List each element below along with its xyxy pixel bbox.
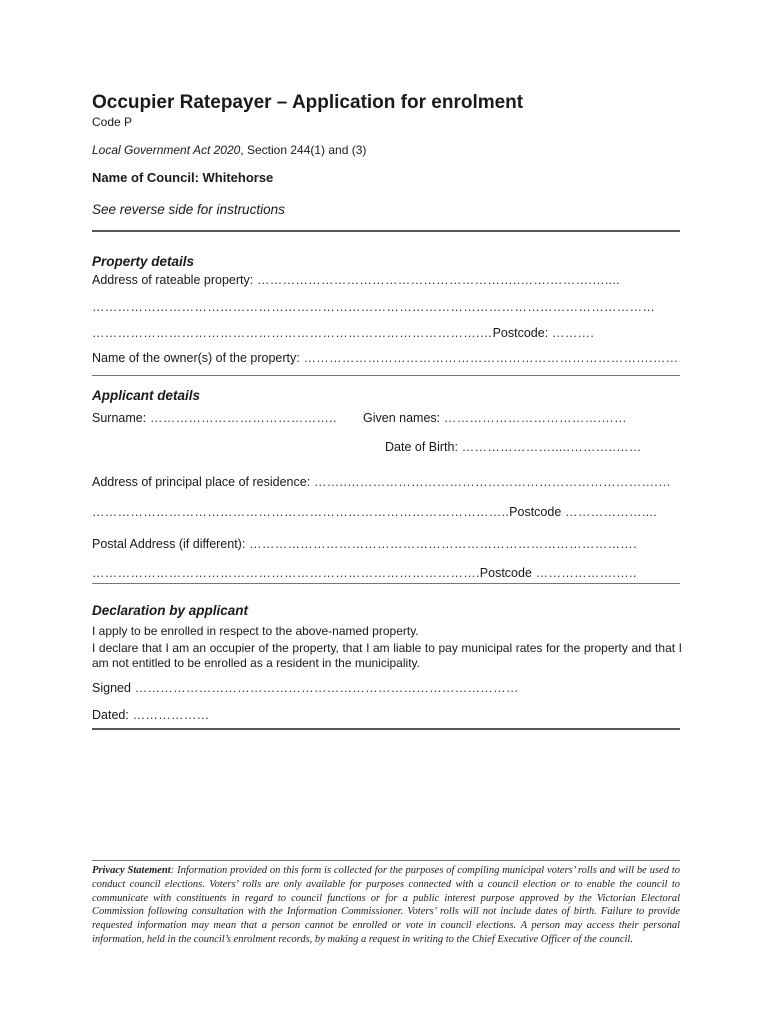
applicant-heading: Applicant details <box>92 388 201 403</box>
divider <box>92 230 680 232</box>
signed-row[interactable] <box>92 681 519 695</box>
divider <box>92 583 680 584</box>
owner-name-row[interactable] <box>92 351 678 365</box>
property-address-row-2[interactable]: …………………………………………………………………………………………………………………… <box>92 300 656 314</box>
reverse-side-note: See reverse side for instructions <box>92 202 285 217</box>
residence-label: Address of principal place of residence: <box>92 475 311 489</box>
dob-label: Date of Birth: <box>385 440 458 454</box>
given-names-row[interactable] <box>363 411 627 425</box>
act-reference <box>92 143 366 157</box>
privacy-text: : Information provided on this form is collected for the purposes of compiling municipal voters’ rolls and will be used to conduct council elections. Voters’ rolls are only available for purposes connected with a council election or to enable the council to communicate with constituents in regard to council functions or for a public interest purpose approved by the Victorian Electoral Commission following consultation with the Information Commissioner. Voters’ rolls will not include dates of birth. Failure to provide requested information may mean that a person cannot be enrolled or vote in council elections. A person may access their personal information, held in the council’s enrolment records, by making a request in writing to the Chief Executive Officer of the council. <box>92 865 680 945</box>
residence-row-2[interactable] <box>92 505 657 519</box>
dated-label: Dated: <box>92 708 129 722</box>
act-section: , Section 244(1) and (3) <box>240 143 367 157</box>
dotted-fill: ……………………………………………………..…….……….….... <box>253 273 620 287</box>
property-address-row-1[interactable] <box>92 273 620 287</box>
property-address-label: Address of rateable property: <box>92 273 254 287</box>
residence-row-1[interactable] <box>92 475 671 489</box>
declaration-line-2: I declare that I am an occupier of the property, that I am liable to pay municipal rates for the property and that I am not entitled to be enrolled as a resident in the municipality. <box>92 641 682 670</box>
dotted-fill: …………………………………….. <box>146 411 337 425</box>
dob-row[interactable] <box>385 440 642 454</box>
form-code: Code P <box>92 115 133 129</box>
declaration-heading: Declaration by applicant <box>92 603 249 618</box>
owner-name-label: Name of the owner(s) of the property: <box>92 351 300 365</box>
dotted-fill: ………………………………………………………………………………. <box>245 537 637 551</box>
postal-label: Postal Address (if different): <box>92 537 246 551</box>
dotted-fill: ………………….....………..…… <box>457 440 642 454</box>
divider <box>92 375 680 376</box>
dotted-fill: …………………………………………………………………………………….. <box>92 505 510 519</box>
dotted-fill: ……………….….. <box>531 566 637 580</box>
dotted-fill: ……………………………….…… <box>440 411 627 425</box>
privacy-divider <box>92 860 680 861</box>
council-name: Name of Council: Whitehorse <box>92 170 274 185</box>
given-names-label: Given names: <box>363 411 441 425</box>
postal-row-2[interactable] <box>92 566 637 580</box>
form-title: Occupier Ratepayer – Application for enrolment <box>92 92 524 113</box>
dated-row[interactable] <box>92 708 209 722</box>
declaration-line-1: I apply to be enrolled in respect to the above-named property. <box>92 624 419 638</box>
divider <box>92 728 680 730</box>
surname-label: Surname: <box>92 411 147 425</box>
dotted-fill: ……………………………………………………………………………….… <box>92 326 493 340</box>
dotted-fill: ……………………………………………………………………….…… <box>299 351 679 365</box>
surname-row[interactable] <box>92 411 337 425</box>
privacy-statement <box>92 864 680 947</box>
dotted-fill: ……………… <box>128 708 210 722</box>
signed-label: Signed <box>92 681 131 695</box>
postal-row-1[interactable] <box>92 537 637 551</box>
dotted-fill: ……..……………………………………………………………….… <box>310 475 671 489</box>
postal-postcode-label: Postcode <box>479 566 532 580</box>
dotted-fill: ……………….... <box>561 505 657 519</box>
dotted-fill: ……………………………………………………………………………… <box>130 681 519 695</box>
privacy-label: Privacy Statement <box>92 865 171 876</box>
property-heading: Property details <box>92 254 195 269</box>
dotted-fill: ………………………………………………………………………………. <box>92 566 480 580</box>
residence-postcode-label: Postcode <box>509 505 562 519</box>
property-address-row-3[interactable] <box>92 326 594 340</box>
property-postcode-label: Postcode: <box>492 326 549 340</box>
dotted-fill: ………. <box>548 326 595 340</box>
act-name: Local Government Act 2020 <box>92 143 241 157</box>
